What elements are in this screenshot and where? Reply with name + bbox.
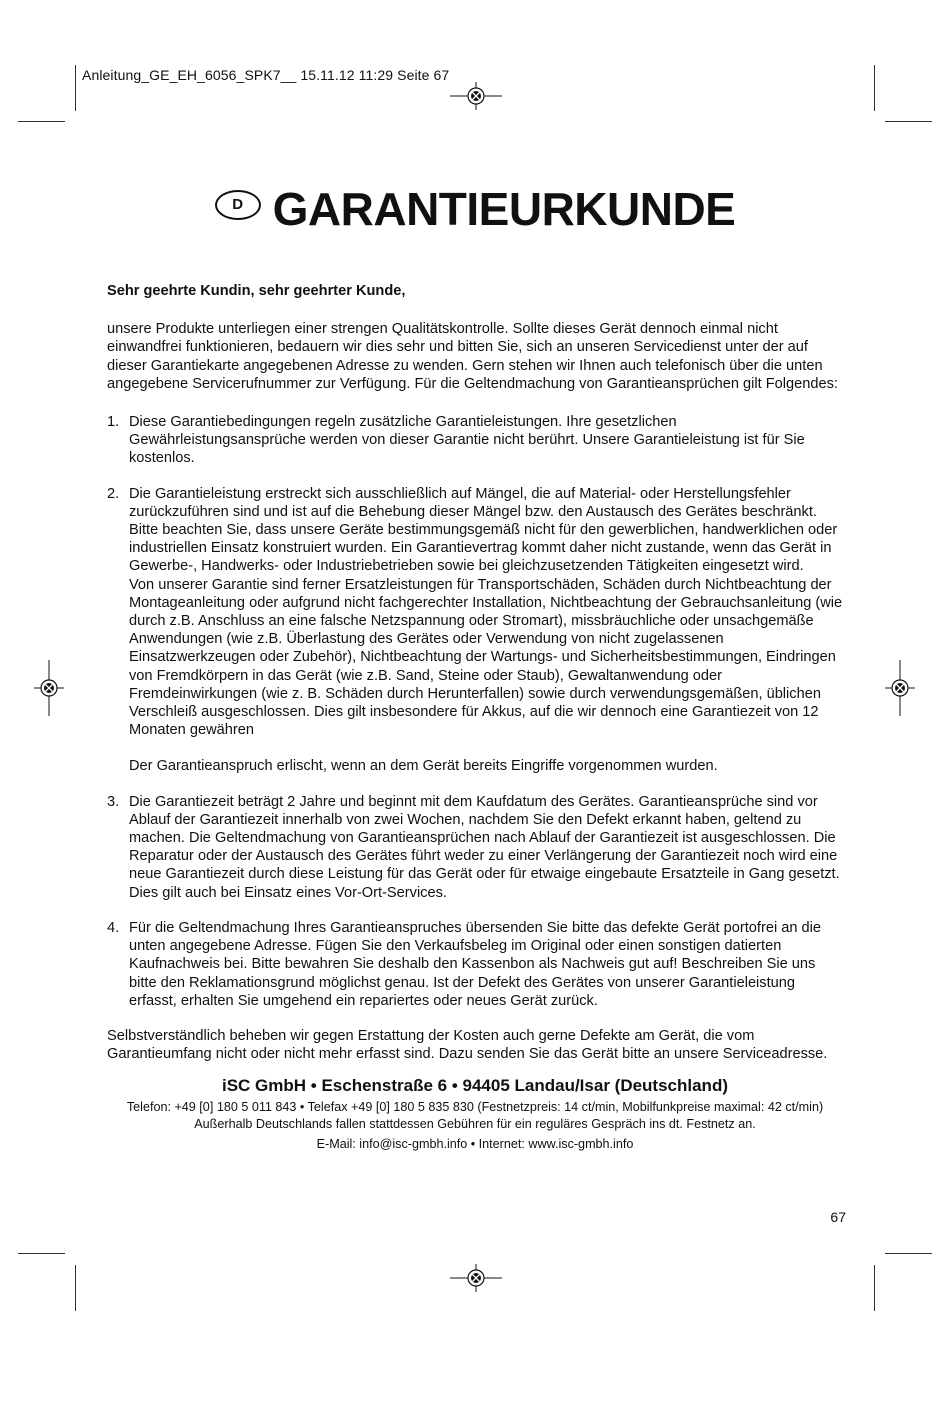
registration-mark-left-icon xyxy=(34,660,64,716)
item-paragraph: Der Garantieanspruch erlischt, wenn an dem Gerät bereits Eingriffe vorgenommen wurden. xyxy=(129,758,718,775)
print-slug: Anleitung_GE_EH_6056_SPK7__ 15.11.12 11:29 Seite 67 xyxy=(82,67,450,83)
title-row xyxy=(0,182,950,236)
item-number: 3. xyxy=(107,793,120,810)
language-badge: D xyxy=(215,190,261,220)
company-contact: E-Mail: info@isc-gmbh.info • Internet: www.isc-gmbh.info xyxy=(316,1137,634,1152)
page-title: GARANTIEURKUNDE xyxy=(272,183,736,235)
crop-mark-top-left-horizontal xyxy=(18,121,65,122)
list-item xyxy=(107,485,843,776)
closing-paragraph: Selbstverständlich beheben wir gegen Erstattung der Kosten auch gerne Defekte am Gerät, die vom Garantieumfang nicht oder nicht mehr erfasst sind. Dazu senden Sie das Gerät bitte an unsere Serviceadresse. xyxy=(107,1027,828,1063)
intro-paragraph: unsere Produkte unterliegen einer strengen Qualitätskontrolle. Sollte dieses Gerät dennoch einmal nicht einwandfrei funktionieren, bedauern wir dies sehr und bitten Sie, sich an unseren Servicedienst unter der auf dieser Garantiekarte angegebenen Adresse zu wenden. Gern stehen wir Ihnen auch telefonisch über die unten angegebene Servicerufnummer zur Verfügung. Für die Geltendmachung von Garantieansprüchen gilt Folgendes: xyxy=(107,321,838,392)
company-name: iSC GmbH • Eschenstraße 6 • 94405 Landau/Isar (Deutschland) xyxy=(221,1076,728,1096)
list-item xyxy=(107,919,843,1010)
registration-mark-top-icon xyxy=(450,82,502,110)
crop-mark-bottom-left-vertical xyxy=(75,1265,76,1311)
page-number: 67 xyxy=(830,1209,846,1225)
crop-mark-bottom-right-vertical xyxy=(874,1265,875,1311)
crop-mark-bottom-left-horizontal xyxy=(18,1253,65,1254)
item-paragraph: Die Garantiezeit beträgt 2 Jahre und beginnt mit dem Kaufdatum des Gerätes. Garantieansprüche sind vor Ablauf der Garantiezeit innerhalb von zwei Wochen, nachdem Sie den Defekt erkannt haben, geltend zu machen. Die Geltendmachung von Garantieansprüchen nach Ablauf der Garantiezeit ist ausgeschlossen. Die Reparatur oder der Austausch des Gerätes führt weder zu einer Verlängerung der Garantiezeit noch wird eine neue Garantiezeit durch diese Leistung für das Gerät oder für etwaige eingebaute Ersatzteile in Gang gesetzt. Dies gilt auch bei Einsatz eines Vor-Ort-Services. xyxy=(129,793,840,901)
crop-mark-bottom-right-horizontal xyxy=(885,1253,932,1254)
company-abroad-note: Außerhalb Deutschlands fallen stattdessen Gebühren für ein reguläres Gespräch ins dt. Festnetz an. xyxy=(194,1117,756,1132)
item-paragraph: Für die Geltendmachung Ihres Garantieanspruches übersenden Sie bitte das defekte Gerät portofrei an die unten angegebene Adresse. Fügen Sie den Verkaufsbeleg im Original oder einen sonstigen datierten Kaufnachweis bei. Bitte bewahren Sie deshalb den Kassenbon als Nachweis gut auf! Beschreiben Sie uns bitte den Reklamationsgrund möglichst genau. Ist der Defekt des Gerätes von unserer Garantieleistung erfasst, erhalten Sie umgehend ein repariertes oder neues Gerät zurück. xyxy=(129,919,821,1009)
crop-mark-top-left-vertical xyxy=(75,65,76,111)
list-item xyxy=(107,413,843,468)
crop-mark-top-right-vertical xyxy=(874,65,875,111)
company-address-block xyxy=(99,1075,851,1153)
registration-mark-bottom-icon xyxy=(450,1264,502,1292)
item-number: 2. xyxy=(107,485,120,502)
company-phone: Telefon: +49 [0] 180 5 011 843 • Telefax +49 [0] 180 5 835 830 (Festnetzpreis: 14 ct/min, Mobilfunkpreise maximal: 42 ct/min) xyxy=(126,1100,824,1115)
salutation: Sehr geehrte Kundin, sehr geehrter Kunde, xyxy=(107,283,406,299)
crop-mark-top-right-horizontal xyxy=(885,121,932,122)
registration-mark-right-icon xyxy=(885,660,915,716)
list-item xyxy=(107,793,843,902)
item-paragraph: Diese Garantiebedingungen regeln zusätzliche Garantieleistungen. Ihre gesetzlichen Gewährleistungsansprüche werden von dieser Garantie nicht berührt. Unsere Garantieleistung ist für Sie kostenlos. xyxy=(129,414,805,467)
warranty-body xyxy=(107,282,843,1153)
item-number: 1. xyxy=(107,414,120,431)
item-paragraph: Die Garantieleistung erstreckt sich ausschließlich auf Mängel, die auf Material- oder Herstellungsfehler zurückzuführen sind und ist auf die Behebung dieser Mängel bzw. den Austausch des Gerätes beschränkt. Bitte beachten Sie, dass unsere Geräte bestimmungsgemäß nicht für den gewerblichen, handwerklichen oder industriellen Einsatz konstruiert wurden. Ein Garantievertrag kommt daher nicht zustande, wenn das Gerät in Gewerbe-, Handwerks- oder Industriebetrieben sowie bei gleichzusetzenden Tätigkeiten eingesetzt wird. xyxy=(129,485,838,575)
item-paragraph: Von unserer Garantie sind ferner Ersatzleistungen für Transportschäden, Schäden durch Nichtbeachtung der Montageanleitung oder aufgrund nicht fachgerechter Installation, Nichtbeachtung der Gebrauchsanleitung (wie durch z.B. Anschluss an eine falsche Netzspannung oder Stromart), missbräuchliche oder unsachgemäße Anwendungen (wie z.B. Überlastung des Gerätes oder Verwendung von nicht zugelassenen Einsatzwerkzeugen oder Zubehör), Nichtbeachtung der Wartungs- und Sicherheitsbestimmungen, Eindringen von Fremdkörpern in das Gerät (wie z.B. Sand, Steine oder Staub), Gewaltanwendung oder Fremdeinwirkungen (wie z. B. Schäden durch Herunterfallen) sowie durch verwendungsgemäßen, üblichen Verschleiß ausgeschlossen. Dies gilt insbesondere für Akkus, auf die wir dennoch eine Garantiezeit von 12 Monaten gewähren xyxy=(129,576,843,739)
item-number: 4. xyxy=(107,919,120,936)
